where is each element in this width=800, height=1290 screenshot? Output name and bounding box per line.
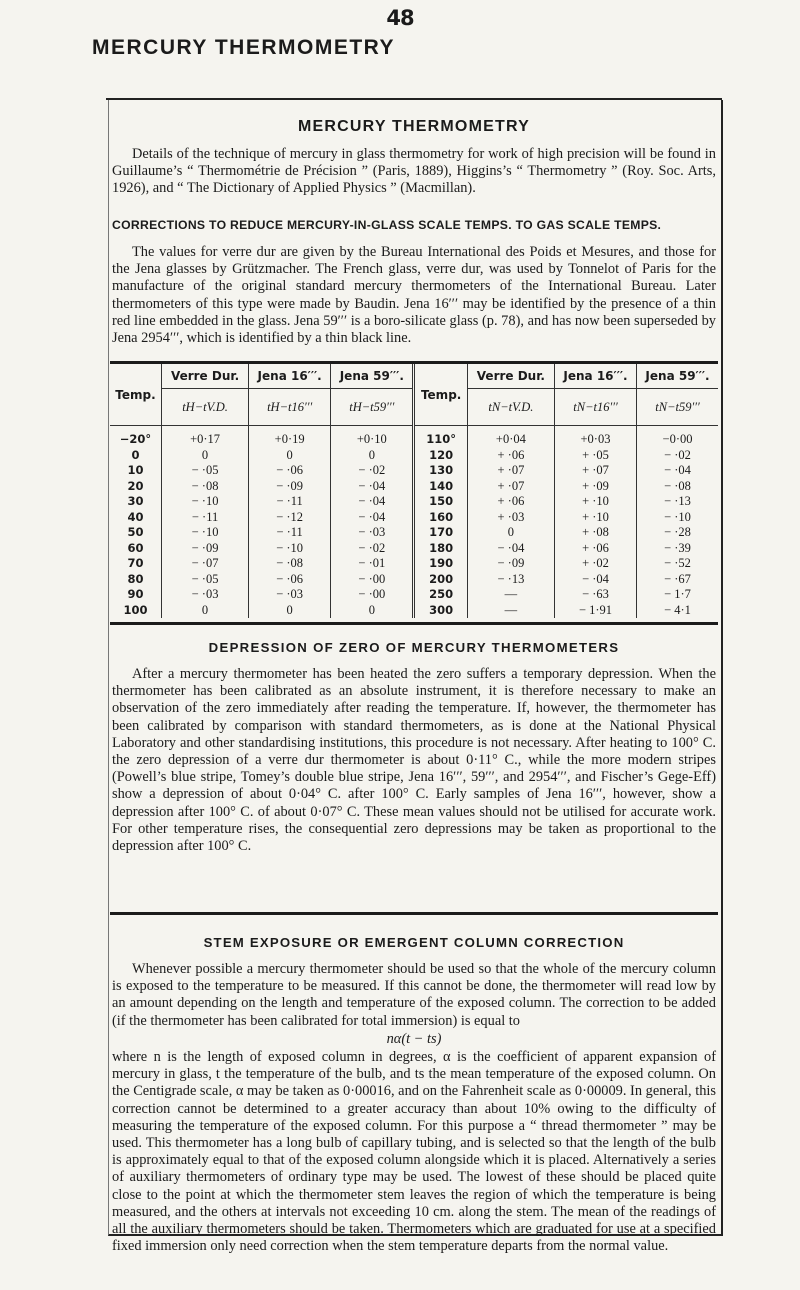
table-cell: − ·28 (637, 525, 718, 541)
table-row (110, 510, 718, 526)
table-row (110, 463, 718, 479)
table-cell: 200 (414, 572, 467, 588)
running-head: MERCURY THERMOMETRY (92, 36, 396, 59)
table-cell: − ·10 (161, 525, 248, 541)
stem-heading: STEM EXPOSURE OR EMERGENT COLUMN CORRECTION (203, 935, 625, 950)
table-cell: − ·10 (249, 541, 331, 557)
table-cell: 20 (127, 478, 144, 493)
intro-paragraph (112, 146, 716, 198)
depression-text: After a mercury thermometer has been heated the zero suffers a temporary depression. When the thermometer has been calibrated as an absolute instrument, it is therefore necessary to make an observation of the zero immediately after reading the temperature. If, however, the thermometer has been calibrated by comparison with standard thermometers, as is done at the National Physical Laboratory and other standardising institutions, this procedure is not necessary. After heating to 100° C. the zero depression of a verre dur thermometer is about 0·11° C., while the more modern stripes (Powell’s blue stripe, Tomey’s double blue stripe, Jena 16′′′, 59′′′, and 2954′′′, and Fischer’s Gege-Eff) show a depression of about 0·04° C. after 100° C. Early samples of Jena 16′′′, however, show a depression after 100° C. of about 0·07° C. These mean values should not be utilised for accurate work. For other temperature rises, the consequential zero depressions may be taken as proportional to the depression after 100° C. (112, 666, 716, 855)
depression-heading: DEPRESSION OF ZERO OF MERCURY THERMOMETERS (208, 640, 620, 655)
table-cell: + ·07 (467, 463, 554, 479)
table-cell: − ·04 (331, 510, 414, 526)
correction-formula: nα(t − ts) (386, 1031, 442, 1047)
table-cell: 0 (331, 448, 414, 464)
table-bottom-rule (110, 622, 718, 625)
corrections-heading: CORRECTIONS TO REDUCE MERCURY-IN-GLASS SCALE TEMPS. TO GAS SCALE TEMPS. (112, 218, 662, 232)
subheader: tH−t59′′′ (331, 389, 414, 426)
table-cell: −20° (119, 432, 152, 446)
col-header-verre-dur: Verre Dur. (161, 364, 248, 389)
table-cell: − ·11 (161, 510, 248, 526)
table-cell: − ·04 (331, 494, 414, 510)
table-cell: 0 (331, 603, 414, 619)
subheader: tN−t16′′′ (554, 389, 636, 426)
table-cell: — (467, 603, 554, 619)
table-header-row (110, 364, 718, 389)
table-cell: 0 (249, 448, 331, 464)
table-cell: + ·05 (554, 448, 636, 464)
table-cell: +0·03 (554, 432, 636, 448)
table-cell: 170 (414, 525, 467, 541)
corrections-text: The values for verre dur are given by the Bureau International des Poids et Mesures, and those for the Jena glasses by Grützmacher. The French glass, verre dur, was used by Tonnelot of Paris for the manufacture of the original standard mercury thermometers of the International Bureau. Later thermometers of this type were made by Baudin. Jena 16′′′ may be identified by the presence of a thin red line embedded in the glass. Jena 59′′′ is a boro-silicate glass (p. 78), and has now been superseded by Jena 2954′′′, which is identified by a thin black line. (112, 244, 716, 347)
table-row (110, 587, 718, 603)
table-cell: 50 (127, 525, 144, 539)
table-cell: 30 (127, 494, 144, 508)
table-cell: − ·04 (554, 572, 636, 588)
table-cell: − ·13 (637, 494, 718, 510)
table-cell: − ·12 (249, 510, 331, 526)
table-cell: 0 (467, 525, 554, 541)
table-cell: — (467, 587, 554, 603)
table-cell: + ·08 (554, 525, 636, 541)
table-cell: 0 (249, 603, 331, 619)
stem-text-1: Whenever possible a mercury thermometer should be used so that the whole of the mercury column is exposed to the temperature to be measured. If this cannot be done, the thermometer will read low by an amount depending on the length and temperature of the exposed column. The correction to be added (if the thermometer has been calibrated for total immersion) is equal to (112, 961, 716, 1029)
table-cell: − ·08 (637, 479, 718, 495)
table-row (110, 541, 718, 557)
table-cell: − ·06 (249, 463, 331, 479)
table-row (110, 479, 718, 495)
main-title: MERCURY THERMOMETRY (298, 118, 530, 135)
table-cell: − 1·7 (637, 587, 718, 603)
table-cell: 10 (127, 463, 144, 477)
table-cell: +0·17 (161, 432, 248, 448)
table-cell: − ·10 (637, 510, 718, 526)
corrections-paragraph (112, 244, 716, 347)
table-cell: − ·02 (637, 448, 718, 464)
table-cell: − ·03 (331, 525, 414, 541)
table-cell: − ·67 (637, 572, 718, 588)
table-cell: − ·03 (249, 587, 331, 603)
page-number: 48 (386, 6, 414, 30)
table-cell: − ·09 (161, 541, 248, 557)
table-cell: 180 (414, 541, 467, 557)
table-cell: − ·07 (161, 556, 248, 572)
table-cell: 150 (414, 494, 467, 510)
table-row (110, 603, 718, 619)
table-cell: + ·06 (467, 494, 554, 510)
table-cell: 110° (414, 432, 467, 448)
table-cell: − ·06 (249, 572, 331, 588)
table-cell: − ·63 (554, 587, 636, 603)
table-cell: 60 (127, 540, 144, 555)
table-cell: − ·00 (331, 572, 414, 588)
table-cell: 190 (414, 556, 467, 572)
table-cell: + ·03 (467, 510, 554, 526)
table-cell: − ·09 (467, 556, 554, 572)
table-cell: 250 (414, 587, 467, 603)
table-cell: + ·10 (554, 494, 636, 510)
table-cell: − ·02 (331, 541, 414, 557)
table-cell: +0·19 (249, 432, 331, 448)
table-row (110, 556, 718, 572)
table-cell: 100 (123, 602, 148, 617)
table-cell: − 1·91 (554, 603, 636, 619)
table-cell: 40 (127, 509, 144, 524)
table-cell: − ·11 (249, 494, 331, 510)
col-header-jena-59: Jena 59′′′. (331, 364, 414, 389)
col-header-verre-dur-2: Verre Dur. (467, 364, 554, 389)
table-cell: − ·00 (331, 587, 414, 603)
col-header-temp-2: Temp. (414, 364, 467, 426)
stem-text-2: where n is the length of exposed column in degrees, α is the coefficient of apparent expansion of mercury in glass, t the temperature of the bulb, and ts the mean temperature of the exposed column. On the Centigrade scale, α may be taken as 0·00016, and on the Fahrenheit scale as 0·00009. In general, this correction cannot be determined to a greater accuracy than about 10% owing to the difficulty of measuring the temperature of the exposed column. For this purpose a “ thread thermometer ” may be used. This thermometer has a long bulb of capillary tubing, and is selected so that the length of the bulb is approximately equal to that of the exposed column alongside which it is placed. Alternatively a series of auxiliary thermometers of ordinary type may be used. The lowest of these should be placed quite close to the point at which the thermometer stem leaves the region of which the temperature is being measured, and the others at intervals not exceeding 10 cm. along the stem. The mean of the readings of all the auxiliary thermometers should be taken. Thermometers which are graduated for use at a specified fixed immersion only need correction when the stem temperature departs from the normal value. (112, 1049, 716, 1255)
col-header-jena-16-2: Jena 16′′′. (554, 364, 636, 389)
table-cell: − ·08 (161, 479, 248, 495)
table-cell: − ·52 (637, 556, 718, 572)
table-row (110, 572, 718, 588)
table-cell: 160 (414, 510, 467, 526)
table-row (110, 432, 718, 448)
stem-paragraph-2 (112, 1049, 716, 1255)
table-cell: − ·11 (249, 525, 331, 541)
subheader: tN−t59′′′ (637, 389, 718, 426)
col-header-temp: Temp. (110, 364, 161, 426)
table-cell: − ·08 (249, 556, 331, 572)
table-cell: − 4·1 (637, 603, 718, 619)
table-row (110, 448, 718, 464)
table-cell: + ·07 (467, 479, 554, 495)
table-cell: + ·06 (554, 541, 636, 557)
section-divider-rule (110, 912, 718, 915)
table-cell: − ·39 (637, 541, 718, 557)
table-cell: − ·10 (161, 494, 248, 510)
col-header-jena-16: Jena 16′′′. (249, 364, 331, 389)
table-cell: + ·02 (554, 556, 636, 572)
table-cell: 0 (161, 603, 248, 619)
table-cell: 0 (131, 447, 140, 462)
table-cell: 300 (414, 603, 467, 619)
table-cell: − ·04 (637, 463, 718, 479)
table-row (110, 494, 718, 510)
subheader: tH−tV.D. (161, 389, 248, 426)
subheader: tH−t16′′′ (249, 389, 331, 426)
depression-paragraph (112, 666, 716, 855)
table-body (110, 426, 718, 619)
table-cell: 0 (161, 448, 248, 464)
table-cell: −0·00 (637, 432, 718, 448)
table-cell: − ·03 (161, 587, 248, 603)
table-cell: +0·04 (467, 432, 554, 448)
table-cell: + ·06 (467, 448, 554, 464)
corrections-table (110, 364, 718, 618)
table-cell: 70 (127, 556, 144, 570)
stem-paragraph-1 (112, 961, 716, 1030)
table-cell: − ·05 (161, 572, 248, 588)
table-cell: 120 (414, 448, 467, 464)
table-row (110, 525, 718, 541)
subheader: tN−tV.D. (467, 389, 554, 426)
table-cell: − ·04 (331, 479, 414, 495)
table-cell: 80 (127, 571, 144, 586)
table-cell: + ·10 (554, 510, 636, 526)
table-cell: 140 (414, 479, 467, 495)
table-cell: − ·05 (161, 463, 248, 479)
table-cell: − ·13 (467, 572, 554, 588)
table-cell: − ·01 (331, 556, 414, 572)
intro-text: Details of the technique of mercury in glass thermometry for work of high precision will be found in Guillaume’s “ Thermométrie de Précision ” (Paris, 1889), Higgins’s “ Thermometry ” (Roy. Soc. Arts, 1926), and “ The Dictionary of Applied Physics ” (Macmillan). (112, 146, 716, 197)
col-header-jena-59-2: Jena 59′′′. (637, 364, 718, 389)
table-cell: − ·02 (331, 463, 414, 479)
table-cell: − ·09 (249, 479, 331, 495)
table-cell: + ·09 (554, 479, 636, 495)
table-cell: + ·07 (554, 463, 636, 479)
table-cell: +0·10 (331, 432, 414, 448)
table-cell: − ·04 (467, 541, 554, 557)
table-cell: 130 (414, 463, 467, 479)
table-cell: 90 (127, 587, 144, 601)
